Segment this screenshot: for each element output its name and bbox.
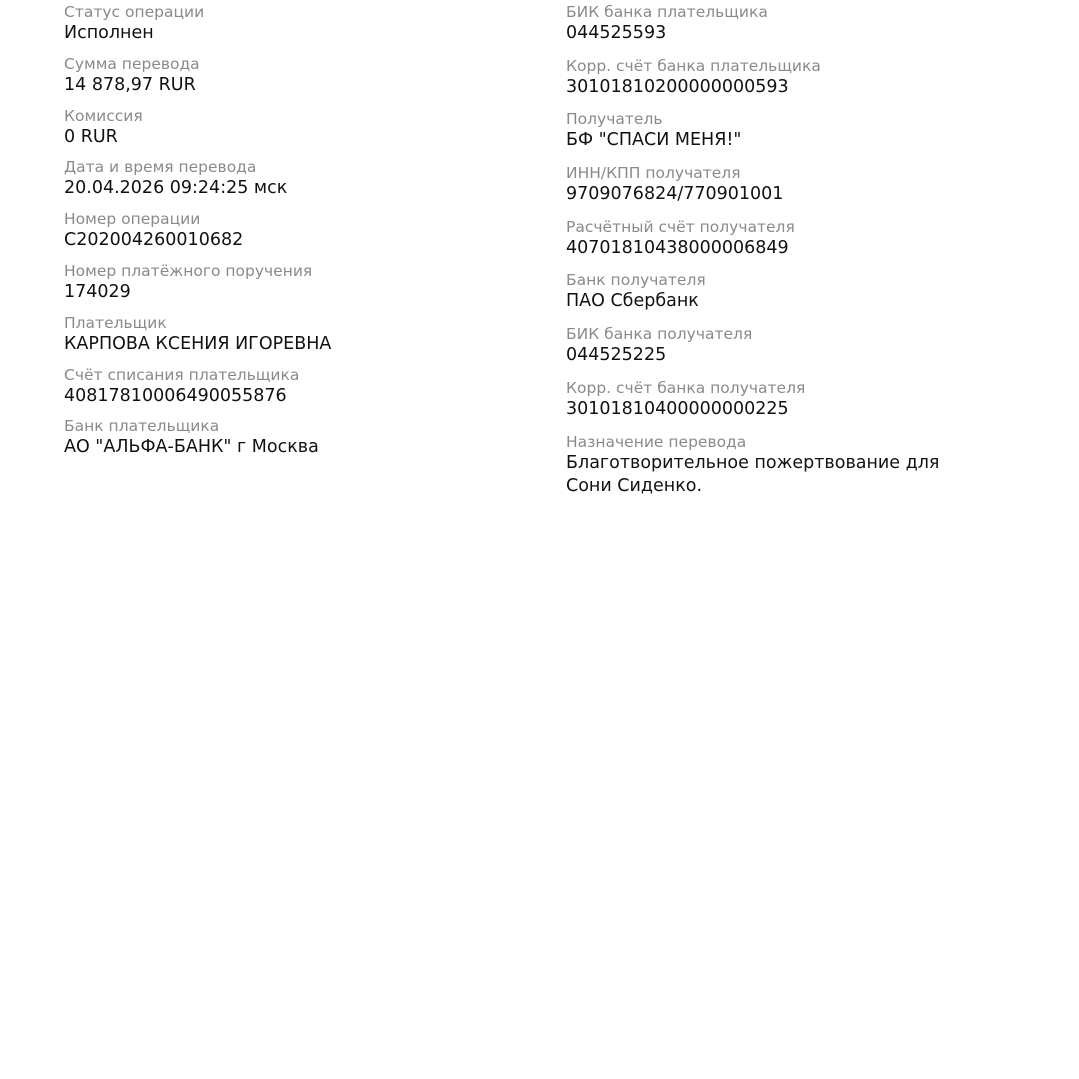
field-value: 40701810438000006849: [566, 237, 789, 258]
left-column: [64, 3, 504, 469]
field-value: 20.04.2026 09:24:25 мск: [64, 178, 288, 199]
field-value: 174029: [64, 281, 131, 302]
field-value: C202004260010682: [64, 230, 244, 251]
field-label: Номер платёжного поручения: [64, 261, 313, 280]
field-recipient-bank-bik: [566, 325, 966, 379]
field-value: 30101810200000000593: [566, 76, 789, 97]
field-value: БФ "СПАСИ МЕНЯ!": [566, 130, 742, 151]
field-commission: [64, 107, 504, 159]
field-value: 0 RUR: [64, 126, 118, 147]
field-value: Исполнен: [64, 23, 154, 43]
field-label: Получатель: [566, 110, 663, 129]
field-payment-order-number: [64, 262, 504, 314]
field-value: АО "АЛЬФА-БАНК" г Москва: [64, 437, 319, 458]
field-label: БИК банка получателя: [566, 325, 753, 344]
field-value: ПАО Сбербанк: [566, 291, 699, 312]
field-value: Благотворительное пожертвование для Сони Сиденко.: [566, 452, 940, 496]
field-transfer-amount: [64, 55, 504, 107]
field-value: 9709076824/770901001: [566, 184, 784, 205]
field-label: Плательщик: [64, 313, 167, 332]
field-payer-bank-corr-account: [566, 57, 966, 111]
field-label: Счёт списания плательщика: [64, 365, 300, 384]
field-transfer-purpose: [566, 432, 966, 496]
field-label: Сумма перевода: [64, 54, 200, 73]
field-label: БИК банка плательщика: [566, 3, 768, 21]
field-operation-status: [64, 3, 504, 55]
field-payer-bank: [64, 417, 504, 469]
field-recipient: [566, 110, 966, 164]
field-label: Дата и время перевода: [64, 158, 257, 177]
field-label: Банк плательщика: [64, 417, 220, 436]
field-label: Банк получателя: [566, 271, 706, 290]
field-recipient-inn-kpp: [566, 164, 966, 218]
field-label: Расчётный счёт получателя: [566, 217, 795, 236]
field-recipient-bank: [566, 271, 966, 325]
field-label: Статус операции: [64, 3, 205, 21]
field-value: 40817810006490055876: [64, 385, 287, 406]
field-recipient-bank-corr-account: [566, 379, 966, 433]
field-payer-account: [64, 366, 504, 418]
field-label: Назначение перевода: [566, 432, 747, 451]
field-label: Комиссия: [64, 106, 143, 125]
field-recipient-account: [566, 218, 966, 272]
field-value: 30101810400000000225: [566, 398, 789, 419]
field-label: Номер операции: [64, 210, 201, 229]
field-value: 044525593: [566, 23, 667, 43]
field-payer-bank-bik: [566, 3, 966, 57]
field-value: КАРПОВА КСЕНИЯ ИГОРЕВНА: [64, 333, 332, 354]
field-transfer-datetime: [64, 158, 504, 210]
field-value: 044525225: [566, 345, 667, 366]
field-label: Корр. счёт банка получателя: [566, 378, 806, 397]
field-value: 14 878,97 RUR: [64, 74, 196, 95]
right-column: [566, 3, 966, 496]
field-operation-number: [64, 210, 504, 262]
field-label: ИНН/КПП получателя: [566, 164, 741, 183]
field-label: Корр. счёт банка плательщика: [566, 56, 821, 75]
field-payer: [64, 314, 504, 366]
